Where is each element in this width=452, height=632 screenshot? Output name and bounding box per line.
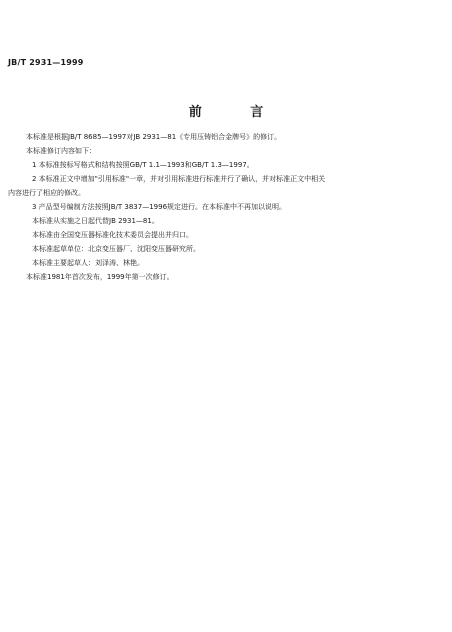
paragraph-item-2: 2 本标准正文中增加"引用标准"一章，并对引用标准进行标准并行了确认，并对标准正文中相关 <box>32 175 326 183</box>
paragraph-item-3: 3 产品型号编制方法按照JB/T 3837—1996规定进行。在本标准中不再加以说明。 <box>32 203 287 211</box>
paragraph-drafting-units: 本标准起草单位：北京变压器厂、沈阳变压器研究所。 <box>32 245 200 253</box>
page-title: 前 言 <box>188 105 286 120</box>
paragraph-proposed-by: 本标准由全国变压器标准化技术委员会提出并归口。 <box>32 231 193 239</box>
paragraph-item-1: 1 本标准按标写格式和结构按照GB/T 1.1—1993和GB/T 1.3—1997。 <box>32 161 254 169</box>
paragraph-drafters: 本标准主要起草人：刘泽涛、林艳。 <box>32 259 144 267</box>
document-code: JB/T 2931—1999 <box>8 58 84 67</box>
paragraph-replaces: 本标准从实施之日起代替JB 2931—81。 <box>32 217 159 225</box>
paragraph-item-2-continued: 内容进行了相应的修改。 <box>8 189 85 197</box>
paragraph-revision-basis: 本标准是根据JB/T 8685—1997对JB 2931—81《专用压铸铝合金牌号》的修订。 <box>26 133 282 141</box>
paragraph-publication-history: 本标准1981年首次发布，1999年第一次修订。 <box>26 273 174 281</box>
paragraph-revision-intro: 本标准修订内容如下： <box>26 147 96 155</box>
preface-body <box>8 130 438 284</box>
